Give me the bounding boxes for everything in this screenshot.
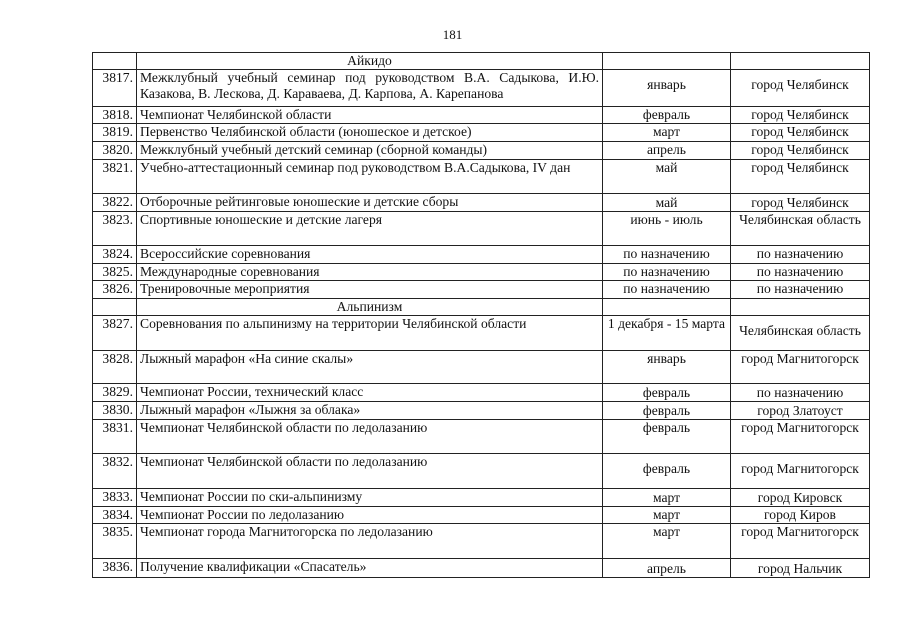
event-name: Чемпионат России по ледолазанию: [137, 507, 603, 524]
row-number: 3825.: [93, 263, 137, 280]
event-name: Учебно-аттестационный семинар под руководством В.А.Садыкова, IV дан: [137, 160, 603, 194]
row-number: 3832.: [93, 454, 137, 489]
event-date: по назначению: [603, 263, 731, 280]
event-name: Тренировочные мероприятия: [137, 280, 603, 298]
row-number: 3824.: [93, 246, 137, 263]
event-name: Всероссийские соревнования: [137, 246, 603, 263]
event-place: Челябинская область: [731, 212, 870, 246]
event-date: май: [603, 160, 731, 194]
row-number: 3818.: [93, 107, 137, 124]
event-date: май: [603, 194, 731, 212]
event-name: Чемпионат Челябинской области: [137, 107, 603, 124]
event-place: город Магнитогорск: [731, 454, 870, 489]
event-place: город Кировск: [731, 489, 870, 507]
table-row: [93, 107, 870, 124]
section-header-row: [93, 53, 870, 70]
row-number: 3833.: [93, 489, 137, 507]
event-place: город Челябинск: [731, 160, 870, 194]
event-name: Соревнования по альпинизму на территории Челябинской области: [137, 316, 603, 351]
event-date: июнь - июль: [603, 212, 731, 246]
row-number: 3819.: [93, 124, 137, 142]
event-name: Спортивные юношеские и детские лагеря: [137, 212, 603, 246]
table-row: [93, 402, 870, 420]
section-title: Альпинизм: [137, 298, 603, 315]
event-name: Лыжный марафон «Лыжня за облака»: [137, 402, 603, 420]
empty-cell: [93, 53, 137, 70]
row-number: 3822.: [93, 194, 137, 212]
table-row: [93, 316, 870, 351]
table-row: [93, 559, 870, 578]
table-row: [93, 263, 870, 280]
event-name: Межклубный учебный детский семинар (сборной команды): [137, 142, 603, 160]
table-row: [93, 454, 870, 489]
event-place: город Нальчик: [731, 559, 870, 578]
table-row: [93, 160, 870, 194]
row-number: 3817.: [93, 70, 137, 107]
table-row: [93, 124, 870, 142]
event-date: по назначению: [603, 246, 731, 263]
table-row: [93, 212, 870, 246]
event-name: Чемпионат города Магнитогорска по ледолазанию: [137, 524, 603, 559]
row-number: 3835.: [93, 524, 137, 559]
event-name: Международные соревнования: [137, 263, 603, 280]
row-number: 3821.: [93, 160, 137, 194]
row-number: 3831.: [93, 420, 137, 454]
section-title: Айкидо: [137, 53, 603, 70]
row-number: 3826.: [93, 280, 137, 298]
event-date: март: [603, 507, 731, 524]
event-place: город Магнитогорск: [731, 524, 870, 559]
event-name: Чемпионат России по ски-альпинизму: [137, 489, 603, 507]
event-date: март: [603, 489, 731, 507]
event-place: по назначению: [731, 384, 870, 402]
table-row: [93, 194, 870, 212]
event-place: город Магнитогорск: [731, 420, 870, 454]
event-name: Получение квалификации «Спасатель»: [137, 559, 603, 578]
empty-cell: [731, 53, 870, 70]
row-number: 3836.: [93, 559, 137, 578]
event-date: по назначению: [603, 280, 731, 298]
event-place: по назначению: [731, 246, 870, 263]
event-date: февраль: [603, 454, 731, 489]
row-number: 3820.: [93, 142, 137, 160]
table-row: [93, 246, 870, 263]
event-place: город Челябинск: [731, 124, 870, 142]
event-place: город Челябинск: [731, 107, 870, 124]
empty-cell: [93, 298, 137, 315]
event-place: по назначению: [731, 263, 870, 280]
table-row: [93, 142, 870, 160]
event-date: январь: [603, 70, 731, 107]
empty-cell: [603, 53, 731, 70]
event-place: город Челябинск: [731, 194, 870, 212]
event-date: 1 декабря - 15 марта: [603, 316, 731, 351]
event-date: февраль: [603, 384, 731, 402]
event-name: Чемпионат Челябинской области по ледолазанию: [137, 454, 603, 489]
event-place: город Киров: [731, 507, 870, 524]
table-row: [93, 507, 870, 524]
event-place: город Магнитогорск: [731, 351, 870, 384]
event-place: город Златоуст: [731, 402, 870, 420]
row-number: 3830.: [93, 402, 137, 420]
event-place: по назначению: [731, 280, 870, 298]
event-date: февраль: [603, 107, 731, 124]
event-date: апрель: [603, 559, 731, 578]
table-row: [93, 280, 870, 298]
row-number: 3827.: [93, 316, 137, 351]
table-row: [93, 70, 870, 107]
empty-cell: [603, 298, 731, 315]
event-place: город Челябинск: [731, 142, 870, 160]
table-row: [93, 351, 870, 384]
event-place: Челябинская область: [731, 316, 870, 351]
row-number: 3829.: [93, 384, 137, 402]
events-table: [92, 52, 870, 578]
empty-cell: [731, 298, 870, 315]
event-date: март: [603, 124, 731, 142]
event-name: Межклубный учебный семинар под руководством В.А. Садыкова, И.Ю. Казакова, В. Лескова, Д. Караваева, Д. Карпова, А. Карепанова: [137, 70, 603, 107]
event-name: Чемпионат Челябинской области по ледолазанию: [137, 420, 603, 454]
event-date: февраль: [603, 402, 731, 420]
event-name: Чемпионат России, технический класс: [137, 384, 603, 402]
table-row: [93, 524, 870, 559]
event-name: Отборочные рейтинговые юношеские и детские сборы: [137, 194, 603, 212]
event-name: Первенство Челябинской области (юношеское и детское): [137, 124, 603, 142]
event-date: февраль: [603, 420, 731, 454]
row-number: 3828.: [93, 351, 137, 384]
section-header-row: [93, 298, 870, 315]
row-number: 3823.: [93, 212, 137, 246]
row-number: 3834.: [93, 507, 137, 524]
table-row: [93, 384, 870, 402]
event-date: январь: [603, 351, 731, 384]
event-name: Лыжный марафон «На синие скалы»: [137, 351, 603, 384]
event-date: март: [603, 524, 731, 559]
event-date: апрель: [603, 142, 731, 160]
table-row: [93, 489, 870, 507]
page-number: 181: [442, 27, 463, 42]
event-place: город Челябинск: [731, 70, 870, 107]
table-row: [93, 420, 870, 454]
